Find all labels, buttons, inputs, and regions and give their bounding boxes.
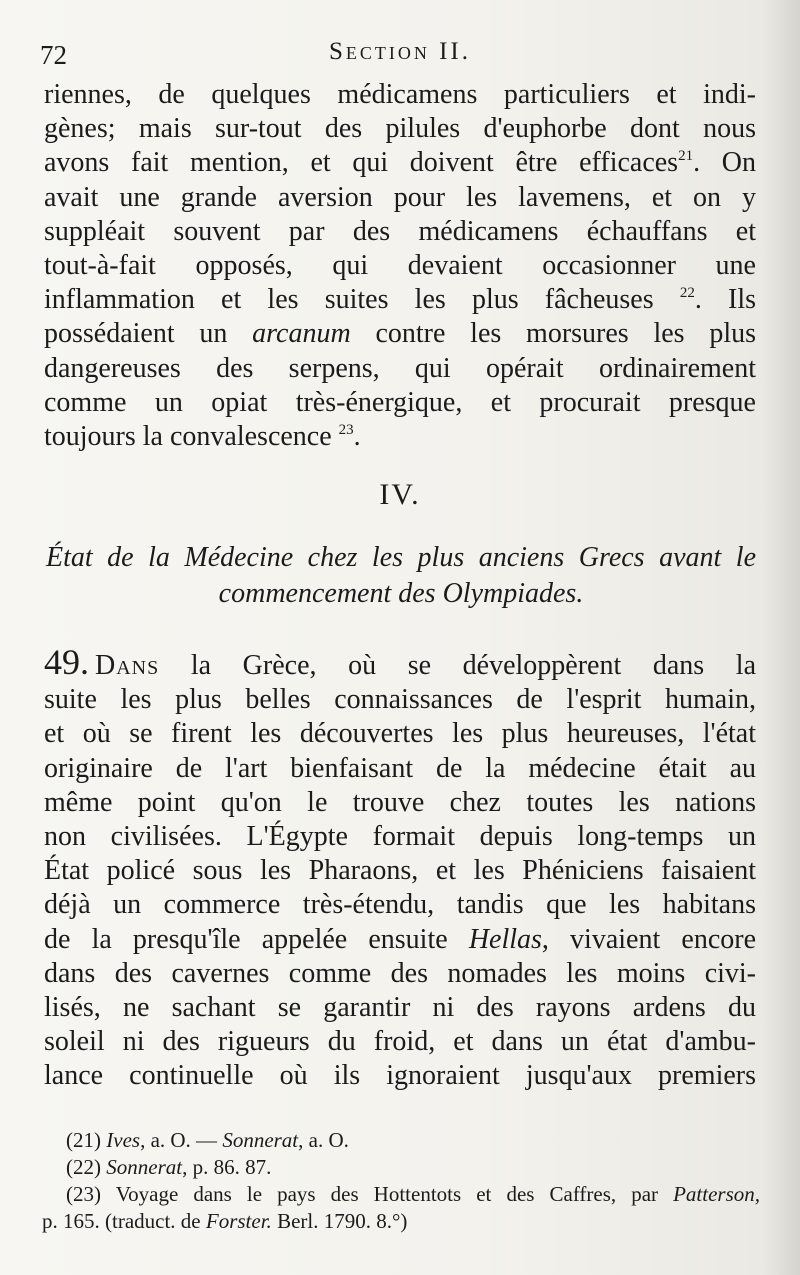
paragraph-2 [44,642,757,1094]
running-header [38,32,762,72]
footnote: (22) Sonnerat, p. 86. 87. [66,1155,272,1179]
text-line: originaire de l'art bienfaisant de la médecine était au [44,752,756,784]
italic-term: arcanum [252,318,351,350]
footnote: (21) Ives, a. O. — Sonnerat, a. O. [66,1128,349,1152]
text-line: avons fait mention, et qui doivent être efficaces$^{21}$. On [44,147,756,179]
text-line: et où se firent les découvertes les plus heureuses, l'état [44,718,756,750]
text-line: même point qu'on le trouve chez toutes les nations [44,786,756,818]
text-line: lisés, ne sachant se garantir ni des rayons ardens du [44,992,756,1024]
text-line: non civilisées. L'Égypte formait depuis long-temps un [44,821,756,853]
text-line: 49. Dans la Grèce, où se développèrent dans la [44,642,757,682]
text-line: de la presqu'île appelée ensuite Hellas, vivaient encore [44,923,756,955]
text-line: suite les plus belles connaissances de l'esprit humain, [44,684,756,716]
page-number: 72 [40,40,67,70]
footnotes [42,1127,761,1235]
text-line: toujours la convalescence $^{23}$. [44,421,361,453]
text-line: soleil ni des rigueurs du froid, et dans un état d'ambu- [44,1026,756,1058]
section-heading-line: État de la Médecine chez les plus anciens Grecs avant le [46,542,756,573]
section-heading [46,540,756,612]
text-line: dangereuses des serpens, qui opérait ordinairement [44,352,756,384]
text-line: inflammation et les suites les plus fâcheuses $^{22}$. Ils [44,284,757,316]
paragraph-number: 49. [44,642,89,682]
text-line: riennes, de quelques médicamens particuliers et indi- [44,79,756,110]
text-line: gènes; mais sur-tout des pilules d'euphorbe dont nous [44,113,756,145]
footnote-ref: 21 [678,148,694,165]
footnote-ref: 22 [679,285,695,302]
text-line: avait une grande aversion pour les lavemens, et on y [44,181,756,213]
footnote-continuation: p. 165. (traduct. de Forster. Berl. 1790. 8.°) [42,1209,408,1233]
footnote: (23) Voyage dans le pays des Hottentots et des Caffres, par Patterson, [66,1182,761,1206]
text-line: possédaient un arcanum contre les morsures les plus [44,318,756,350]
paragraph-1 [44,78,756,454]
text-line: comme un opiat très-énergique, et procurait presque [44,386,756,418]
lead-word: Dans [95,650,160,681]
italic-term: Hellas [468,923,542,955]
text-line: lance continuelle où ils ignoraient jusqu'aux premiers [44,1060,756,1092]
section-title: Section II. [328,38,472,65]
page-edge-shadow [762,0,800,1275]
text-line: suppléait souvent par des médicamens échauffans et [44,215,756,247]
text-line: tout-à-fait opposés, qui devaient occasionner une [44,250,756,282]
section-number: IV. [379,478,421,511]
footnote-ref: 23 [338,422,354,439]
section-heading-line: commencement des Olympiades. [218,578,584,609]
text-line: dans des cavernes comme des nomades les moins civi- [44,957,756,989]
text-line: déjà un commerce très-étendu, tandis que les habitans [44,889,756,921]
text-line: État policé sous les Pharaons, et les Phéniciens faisaient [44,855,756,887]
